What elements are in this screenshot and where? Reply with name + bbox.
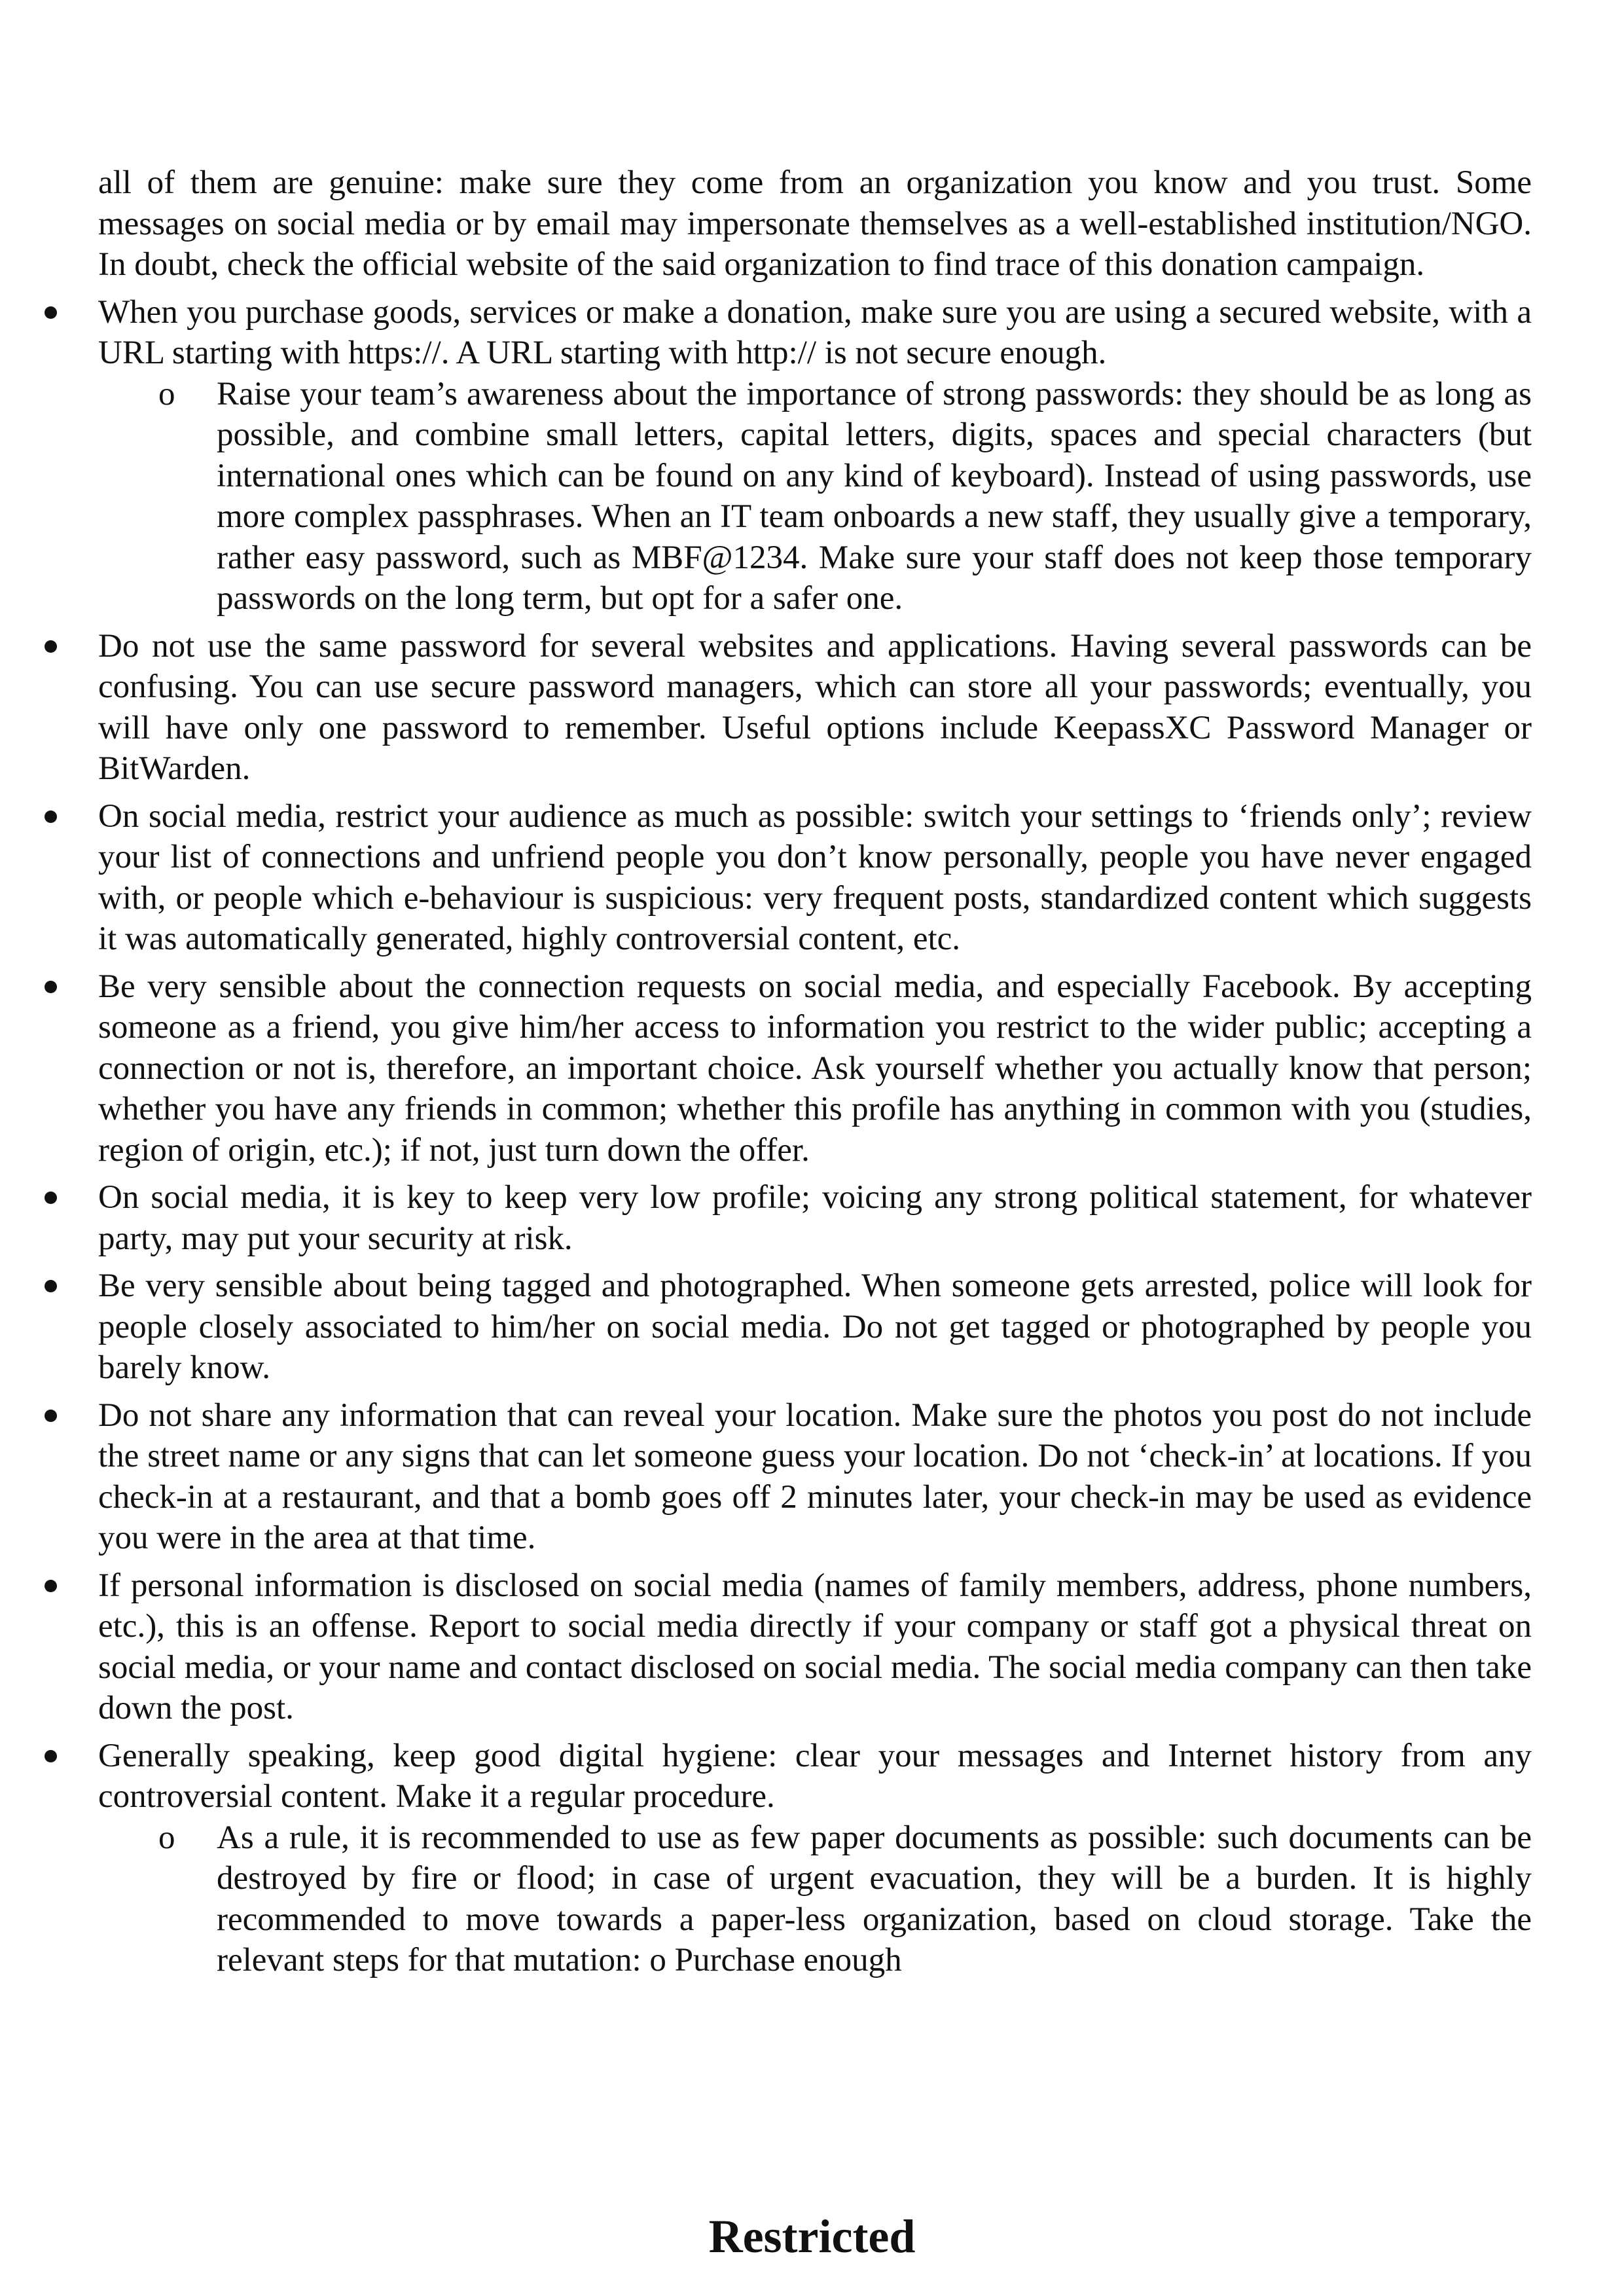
bullet-icon <box>45 640 57 653</box>
list-item <box>98 1565 1532 1729</box>
list-item <box>98 1177 1532 1259</box>
list-item <box>98 1736 1532 1817</box>
list-item-text: On social media, it is key to keep very low profile; voicing any strong political statement, for whatever party, may put your security at risk. <box>98 1179 1532 1257</box>
list-item-text: Be very sensible about the connection requests on social media, and especially Facebook. By accepting someone as a friend, you give him/her access to information you restrict to the wider public; accepting a connection or not is, therefore, an important choice. Ask yourself whether you actually know that person; whether you have any friends in common; whether this profile has anything in common with you (studies, region of origin, etc.); if not, just turn down the offer. <box>98 968 1532 1169</box>
classification-footer: Restricted <box>708 2210 916 2263</box>
circle-bullet-icon: o <box>158 375 175 412</box>
list-item <box>98 1395 1532 1559</box>
bullet-icon <box>45 981 57 993</box>
sub-list-item-text: As a rule, it is recommended to use as few paper documents as possible: such documents can be destroyed by fire or flood; in case of urgent evacuation, they will be a burden. It is highly recommended to move towards a paper-less organization, based on cloud storage. Take the relevant steps for that mutation: o Purchase enough <box>217 1819 1532 1978</box>
bullet-icon <box>45 1192 57 1204</box>
bullet-icon <box>45 1280 57 1292</box>
list-item <box>98 966 1532 1171</box>
list-item-text: Do not share any information that can reveal your location. Make sure the photos you post do not include the street name or any signs that can let someone guess your location. Do not ‘check-in’ at locations. If you check-in at a restaurant, and that a bomb goes off 2 minutes later, your check-in may be used as evidence you were in the area at that time. <box>98 1396 1532 1556</box>
bullet-icon <box>45 1410 57 1422</box>
sub-list-item <box>158 374 1532 619</box>
list-item-text: On social media, restrict your audience as much as possible: switch your settings to ‘friends only’; review your list of connections and unfriend people you don’t know personally, people you have never engaged with, or people which e-behaviour is suspicious: very frequent posts, standardized content which suggests it was automatically generated, highly controversial content, etc. <box>98 797 1532 957</box>
bullet-icon <box>45 811 57 823</box>
list-item-text: Be very sensible about being tagged and photographed. When someone gets arrested, police will look for people closely associated to him/her on social media. Do not get tagged or photographed by people you barely know. <box>98 1267 1532 1386</box>
list-item <box>98 796 1532 960</box>
circle-bullet-icon: o <box>158 1819 175 1856</box>
document-body <box>98 162 1532 1981</box>
list-item-text: If personal information is disclosed on social media (names of family members, address, phone numbers, etc.), this is an offense. Report to social media directly if your company or staff got a physical threat on social media, or your name and contact disclosed on social media. The social media company can then take down the post. <box>98 1567 1532 1726</box>
list-item <box>98 292 1532 374</box>
bullet-icon <box>45 1750 57 1762</box>
list-item <box>98 626 1532 790</box>
list-item-text: Generally speaking, keep good digital hygiene: clear your messages and Internet history from any controversial content. Make it a regular procedure. <box>98 1737 1532 1815</box>
bullet-icon <box>45 306 57 319</box>
bullet-icon <box>45 1580 57 1592</box>
list-item <box>98 1266 1532 1389</box>
list-item-text: When you purchase goods, services or make a donation, make sure you are using a secured website, with a URL starting with https://. A URL starting with http:// is not secure enough. <box>98 293 1532 371</box>
list-item-text: Do not use the same password for several websites and applications. Having several passwords can be confusing. You can use secure password managers, which can store all your passwords; eventually, you will have only one password to remember. Useful options include KeepassXC Password Manager or BitWarden. <box>98 627 1532 787</box>
continuation-paragraph: all of them are genuine: make sure they come from an organization you know and you trust. Some messages on social media or by email may impersonate themselves as a well-established institution/NGO. In doubt, check the official website of the said organization to find trace of this donation campaign. <box>98 164 1532 283</box>
sub-list-item <box>158 1817 1532 1981</box>
sub-list-item-text: Raise your team’s awareness about the importance of strong passwords: they should be as long as possible, and combine small letters, capital letters, digits, spaces and special characters (but international ones which can be found on any kind of keyboard). Instead of using passwords, use more complex passphrases. When an IT team onboards a new staff, they usually give a temporary, rather easy password, such as MBF@1234. Make sure your staff does not keep those temporary passwords on the long term, but opt for a safer one. <box>217 375 1532 617</box>
